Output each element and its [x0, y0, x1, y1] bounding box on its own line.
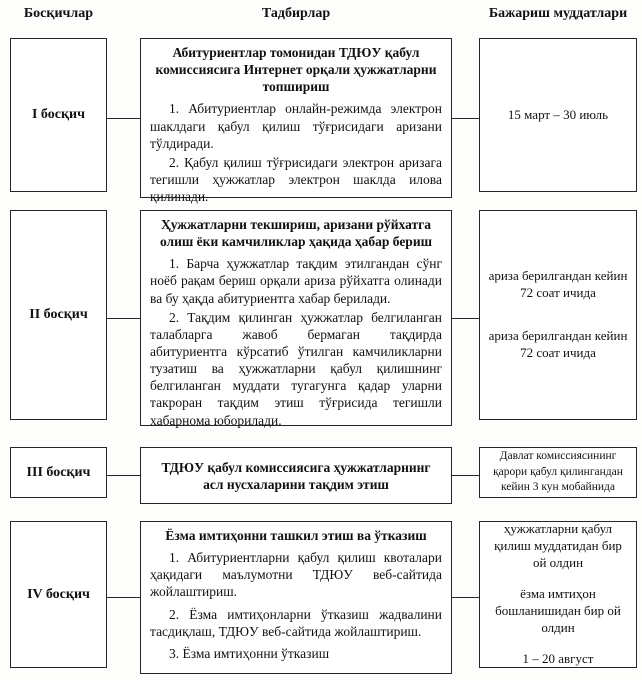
process-row-2	[0, 210, 642, 426]
connector-line	[107, 597, 140, 598]
process-row-4	[0, 521, 642, 674]
deadline-box-2	[479, 210, 637, 420]
stage-label-2: II босқич	[29, 307, 88, 322]
connector-line	[107, 318, 140, 319]
activity-box-3	[140, 447, 452, 504]
stage-label-3: III босқич	[26, 464, 91, 480]
activity-item: 1. Абитуриентлар онлайн-режимда электрон шаклдаги қабул қилиш тўғрисидаги аризани тўлдиради.	[150, 101, 442, 151]
deadline-entry: 1 – 20 август	[522, 650, 594, 666]
activity-box-1	[140, 38, 452, 205]
activity-item: 2. Тақдим қилинган ҳужжатлар белгиланган талабларга жавоб бермаган тақдирда абитуриентга кўрсатиб ўтилган камчиликларни тузатиш ва ҳужжатларни қабул қилишнинг белгиланган муддати тугагунга қадар уларни такроран тақдим этиш тўғрисида тегишли хабарнома юборилади.	[150, 309, 442, 428]
activity-box-4	[140, 521, 452, 674]
activity-item: 2. Қабул қилиш тўғрисидаги электрон аризага тегишли ҳужжатлар электрон шаклда илова қилинади.	[150, 154, 442, 205]
activity-title-2: Ҳужжатларни текшириш, аризани рўйхатга олиш ёки камчиликлар ҳақида ҳабар бериш	[159, 217, 432, 250]
stage-box-2	[10, 210, 107, 420]
connector-line	[107, 475, 140, 476]
column-headers	[0, 6, 642, 32]
deadline-box-4	[479, 521, 637, 668]
connector-line	[452, 318, 479, 319]
activity-title-4: Ёзма имтиҳонни ташкил этиш ва ўтказиш	[165, 528, 427, 543]
column-header-deadlines: Бажариш муддатлари	[488, 6, 628, 21]
activity-item: 2. Ёзма имтиҳонларни ўтказиш жадвалини тасдиқлаш, ТДЮУ веб-сайтида жойлаштириш.	[150, 606, 442, 639]
stage-box-1	[10, 38, 107, 192]
activity-title-1: Абитуриентлар томонидан ТДЮУ қабул комиссиясига Интернет орқали ҳужжатларни топшириш	[155, 45, 437, 95]
process-row-1	[0, 38, 642, 205]
activity-item: 3. Ёзма имтиҳонни ўтказиш	[169, 645, 330, 661]
activity-item: 1. Барча ҳужжатлар тақдим этилгандан сўнг ноёб рақам бериш орқали ариза рўйхатга олинади ва бу ҳақда абитуриентга хабар берилади.	[150, 256, 442, 306]
deadline-entry: ариза берилгандан кейин 72 соат ичида	[488, 268, 628, 301]
deadline-entry: ёзма имтиҳон бошланишидан бир ой олдин	[495, 586, 621, 635]
deadline-entry: Давлат комиссиясининг қарори қабул қилингандан кейин 3 кун мобайнида	[493, 450, 623, 494]
activity-item: 1. Абитуриентларни қабул қилиш квоталари ҳақидаги маълумотни ТДЮУ веб-сайтида жойлаштириш.	[150, 550, 442, 600]
stage-label-1: I босқич	[31, 107, 85, 122]
deadline-entry: ҳужжатларни қабул қилиш муддатидан бир ой олдин	[494, 521, 622, 571]
header-spacer	[452, 6, 479, 32]
column-header-activities: Тадбирлар	[261, 6, 331, 21]
stage-box-3	[10, 447, 107, 498]
connector-line	[452, 597, 479, 598]
header-spacer	[107, 6, 140, 32]
connector-line	[452, 118, 479, 119]
deadline-box-1	[479, 38, 637, 192]
deadline-box-3	[479, 447, 637, 498]
connector-line	[452, 475, 479, 476]
activity-title-3: ТДЮУ қабул комиссиясига ҳужжатларнинг асл нусхаларини тақдим этиш	[161, 459, 431, 492]
stage-label-4: IV босқич	[27, 586, 90, 602]
column-header-stages: Босқичлар	[23, 6, 94, 21]
process-row-3	[0, 447, 642, 504]
activity-box-2	[140, 210, 452, 426]
stage-box-4	[10, 521, 107, 668]
deadline-entry: ариза берилгандан кейин 72 соат ичида	[488, 328, 628, 360]
connector-line	[107, 118, 140, 119]
deadline-entry: 15 март – 30 июль	[507, 106, 609, 122]
